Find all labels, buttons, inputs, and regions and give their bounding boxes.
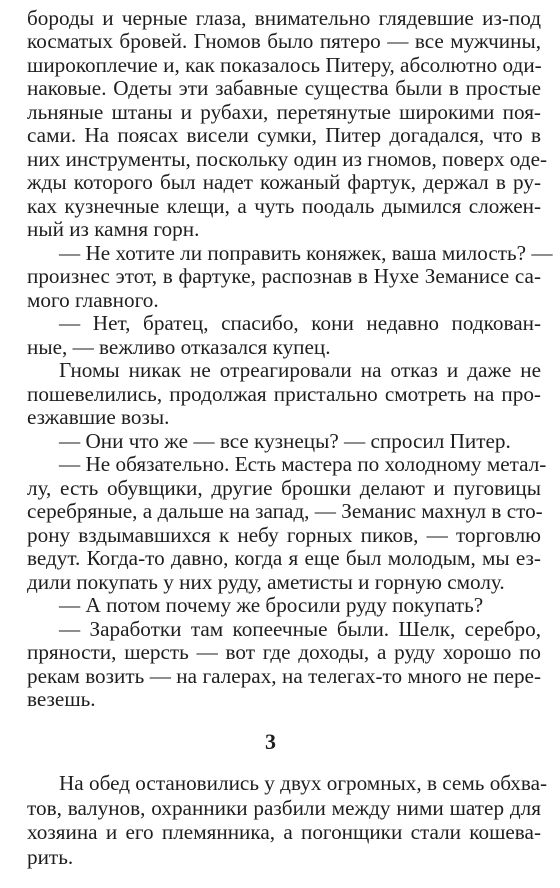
text-line: произнес этот, в фартуке, распознав в Нухе Земанисе са- [27, 264, 541, 289]
text-line: наковые. Одеты эти забавные существа были в простые [27, 76, 541, 101]
text-line: хозяина и его племянника, а погонщики стали кошева- [27, 820, 541, 845]
chapter-number: 3 [265, 729, 276, 754]
text-line: ные, — вежливо отказался купец. [27, 334, 331, 359]
dialogue-line: — Нет, братец, спасибо, кони недавно подкован- [59, 311, 541, 336]
text-line: езжавшие возы. [27, 405, 170, 430]
dialogue-line: — Не обязательно. Есть мастера по холодному метал- [59, 452, 547, 477]
dialogue-line: — Заработки там копеечные были. Шелк, серебро, [59, 616, 541, 641]
text-line: пошевелились, продолжая пристально смотреть на про- [27, 381, 541, 406]
text-line: везешь. [27, 687, 96, 711]
text-line: рить. [27, 845, 74, 869]
text-line: лу, есть обувщики, другие брошки делают и пуговицы [27, 475, 541, 500]
paragraph-start: Гномы никак не отреагировали на отказ и даже не [59, 358, 541, 383]
text-line: широкоплечие и, как показалось Питеру, абсолютно оди- [27, 52, 542, 77]
text-line: льняные штаны и рубахи, перетянутые широкими поя- [27, 99, 541, 124]
text-line: ный из камня горн. [27, 217, 200, 242]
text-line: рону вздымавшихся к небу горных пиков, — торговлю [27, 522, 541, 547]
text-line: пряности, шерсть — вот где доходы, а руду хорошо по [27, 640, 541, 665]
text-line: них инструменты, поскольку один из гномов, поверх оде- [27, 146, 548, 171]
text-line: мого главного. [27, 287, 159, 312]
text-line: тов, валунов, охранники разбили между ними шатер для [27, 795, 541, 820]
text-line: дили покупать у них руду, аметисты и горную смолу. [27, 569, 505, 594]
text-line: бороды и черные глаза, внимательно глядевшие из-под [27, 6, 541, 30]
dialogue-line: — Не хотите ли поправить коняжек, ваша милость? — [59, 240, 553, 265]
text-line: рекам возить — на галерах, на телегах-то много не пере- [27, 663, 541, 688]
dialogue-line: — А потом почему же бросили руду покупать? [59, 593, 484, 618]
text-line: ведут. Когда-то давно, когда я еще был молодым, мы ез- [27, 546, 541, 571]
paragraph-start: На обед остановились у двух огромных, в семь обхва- [59, 771, 548, 795]
text-line: ках кузнечные клещи, а чуть поодаль дымился сложен- [27, 193, 541, 218]
text-line: жды которого был надет кожаный фартук, держал в ру- [27, 170, 541, 195]
dialogue-line: — Они что же — все кузнецы? — спросил Питер. [59, 428, 511, 453]
text-line: серебряные, а дальше на запад, — Земанис махнул в сто- [27, 499, 543, 524]
text-line: косматых бровей. Гномов было пятеро — все мужчины, [27, 29, 541, 54]
text-line: сами. На поясах висели сумки, Питер догадался, что в [27, 123, 541, 148]
